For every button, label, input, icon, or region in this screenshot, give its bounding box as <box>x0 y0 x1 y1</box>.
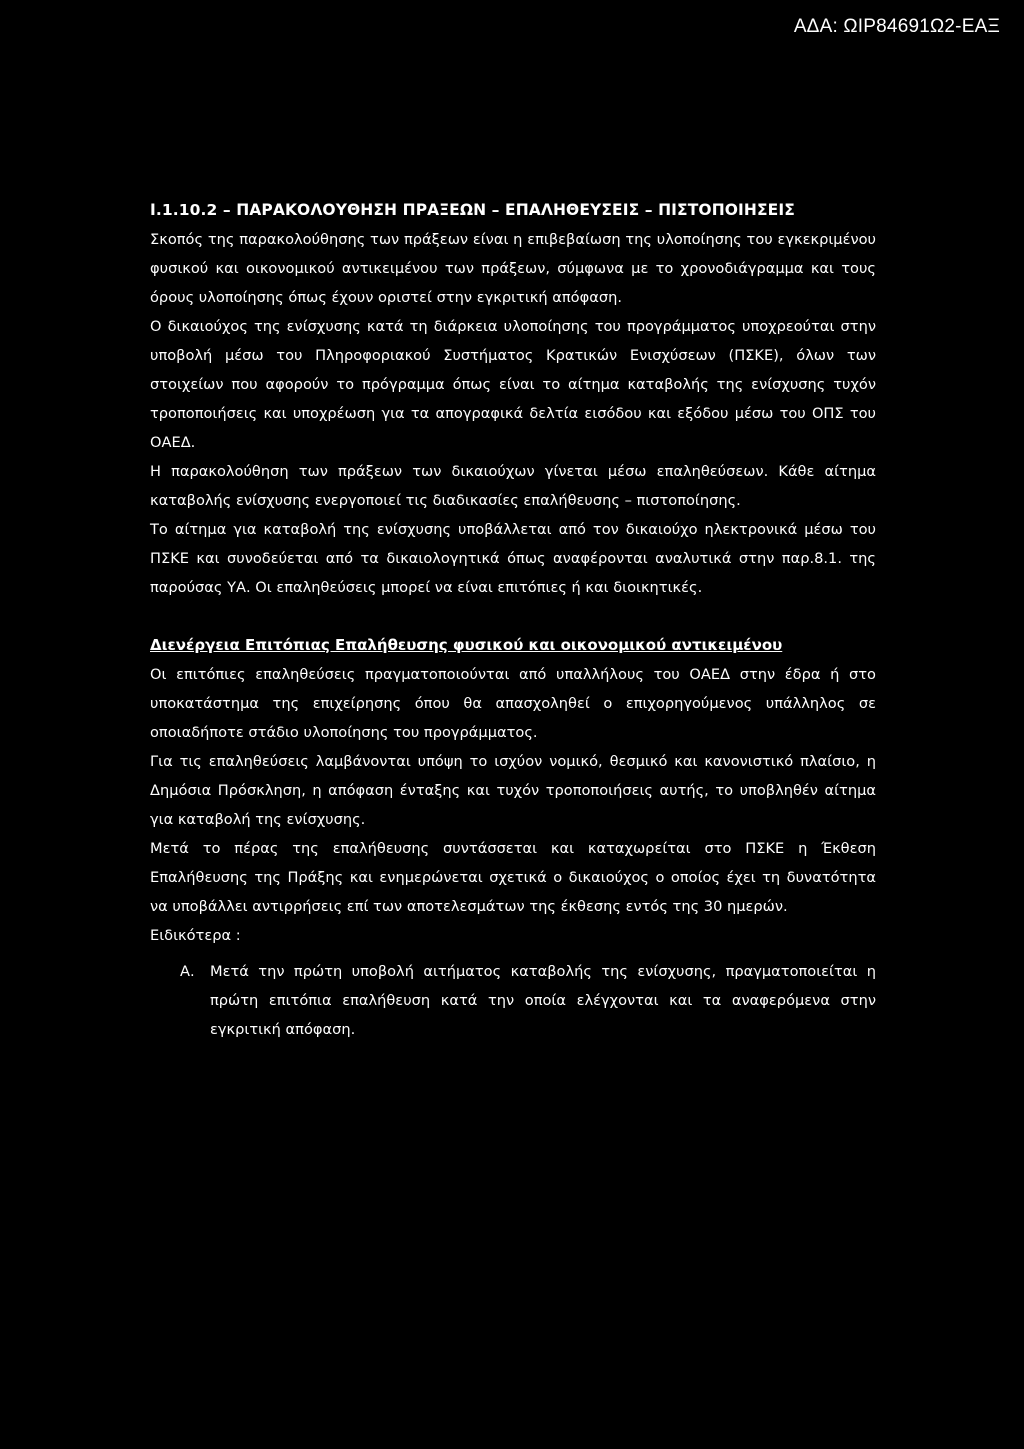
subsection-title: Διενέργεια Επιτόπιας Επαλήθευσης φυσικού και οικονομικού αντικειμένου <box>150 636 783 654</box>
list-item-text: Μετά την πρώτη υποβολή αιτήματος καταβολής της ενίσχυσης, πραγματοποιείται η πρώτη επιτόπια επαλήθευση κατά την οποία ελέγχονται και τα αναφερόμενα στην εγκριτική απόφαση. <box>210 963 876 1038</box>
list-item-marker: Α. <box>180 963 195 980</box>
subsection-paragraph-1: Οι επιτόπιες επαληθεύσεις πραγματοποιούνται από υπαλλήλους του ΟΑΕΔ στην έδρα ή στο υποκατάστημα της επιχείρησης όπου θα απασχοληθεί ο επιχορηγούμενος υπάλληλος σε οποιαδήποτε στάδιο υλοποίησης του προγράμματος. <box>150 666 876 741</box>
ada-code: ΑΔΑ: ΩΙΡ84691Ω2-ΕΑΞ <box>793 16 1000 37</box>
section-paragraph-4: Το αίτημα για καταβολή της ενίσχυσης υποβάλλεται από τον δικαιούχο ηλεκτρονικά μέσω του ΠΣΚΕ και συνοδεύεται από τα δικαιολογητικά όπως αναφέρονται αναλυτικά στην παρ.8.1. της παρούσας ΥΑ. Οι επαληθεύσεις μπορεί να είναι επιτόπιες ή και διοικητικές. <box>150 521 876 596</box>
subsection-paragraph-2: Για τις επαληθεύσεις λαμβάνονται υπόψη το ισχύον νομικό, θεσμικό και κανονιστικό πλαίσιο, η Δημόσια Πρόσκληση, η απόφαση ένταξης και τυχόν τροποποιήσεις αυτής, το υποβληθέν αίτημα για καταβολή της ενίσχυσης. <box>150 753 876 828</box>
list-item <box>150 957 876 1044</box>
subsection-paragraph-3: Μετά το πέρας της επαλήθευσης συντάσσεται και καταχωρείται στο ΠΣΚΕ η Έκθεση Επαλήθευσης της Πράξης και ενημερώνεται σχετικά ο δικαιούχος ο οποίος έχει τη δυνατότητα να υποβάλλει αντιρρήσεις επί των αποτελεσμάτων της έκθεσης εντός της 30 ημερών. <box>150 840 876 915</box>
subsection-paragraph-4: Ειδικότερα : <box>150 927 241 944</box>
section-paragraph-3: Η παρακολούθηση των πράξεων των δικαιούχων γίνεται μέσω επαληθεύσεων. Κάθε αίτημα καταβολής ενίσχυσης ενεργοποιεί τις διαδικασίες επαλήθευσης – πιστοποίησης. <box>150 463 876 509</box>
section-title: Ι.1.10.2 – ΠΑΡΑΚΟΛΟΥΘΗΣΗ ΠΡΑΞΕΩΝ – ΕΠΑΛΗΘΕΥΣΕΙΣ – ΠΙΣΤΟΠΟΙΗΣΕΙΣ <box>150 201 795 219</box>
section-paragraph-2: Ο δικαιούχος της ενίσχυσης κατά τη διάρκεια υλοποίησης του προγράμματος υποχρεούται στην υποβολή μέσω του Πληροφοριακού Συστήματος Κρατικών Ενισχύσεων (ΠΣΚΕ), όλων των στοιχείων που αφορούν το πρόγραμμα όπως είναι το αίτημα καταβολής της ενίσχυσης τυχόν τροποποιήσεις και υποχρέωση για τα απογραφικά δελτία εισόδου και εξόδου μέσω του ΟΠΣ του ΟΑΕΔ. <box>150 318 876 451</box>
document-body <box>150 196 876 1044</box>
section-paragraph-1: Σκοπός της παρακολούθησης των πράξεων είναι η επιβεβαίωση της υλοποίησης του εγκεκριμένου φυσικού και οικονομικού αντικειμένου των πράξεων, σύμφωνα με το χρονοδιάγραμμα και τους όρους υλοποίησης όπως έχουν οριστεί στην εγκριτική απόφαση. <box>150 231 876 306</box>
